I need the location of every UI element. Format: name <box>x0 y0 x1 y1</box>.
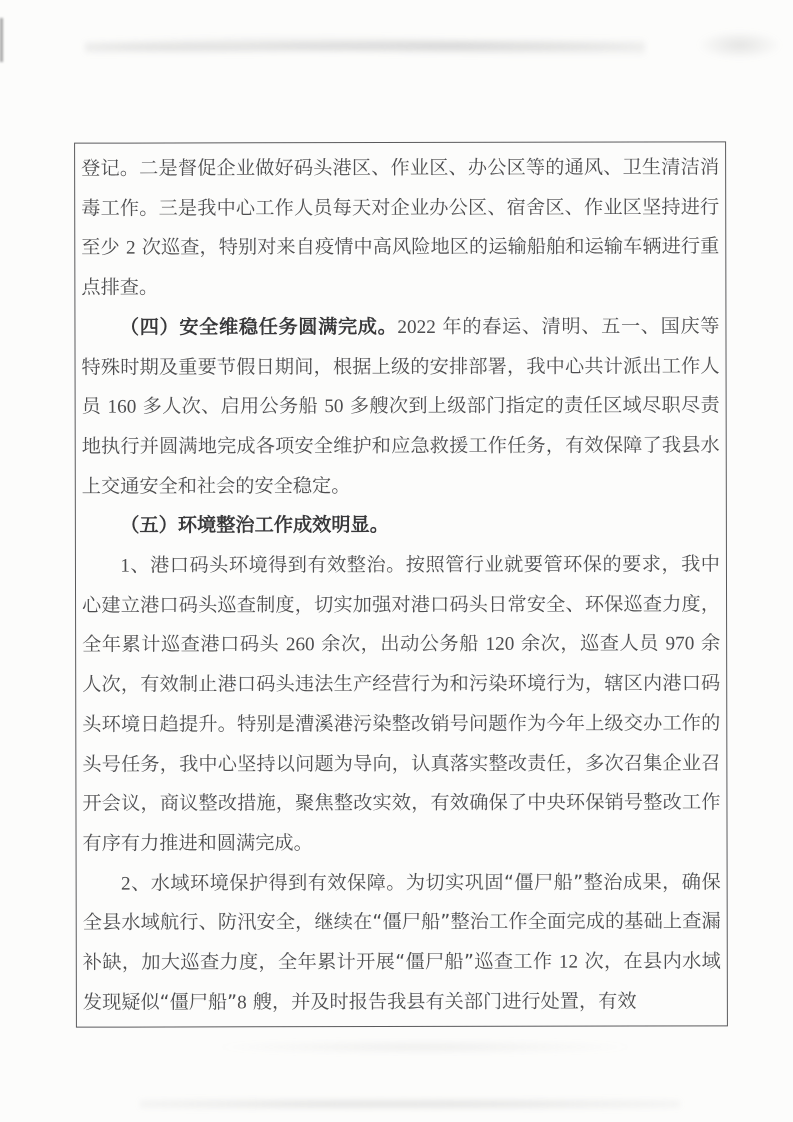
paragraph <box>82 505 720 546</box>
scan-smudge-top <box>85 32 645 60</box>
paragraph <box>81 306 719 506</box>
text-segment: 1、港口码头环境得到有效整治。按照管行业就要管环保的要求，我中心建立港口码头巡查制度，切实加强对港口码头日常安全、环保巡查力度，全年累计巡查港口码头 260 余次，出动公务船 120 余次，巡查人员 970 余人次，有效制止港口码头违法生产经营行为和污染环境行为，辖区内港口码头环境日趋提升。特别是漕溪港污染整改销号问题作为今年上级交办工作的头号任务，我中心坚持以问题为导向，认真落实整改责任，多次召集企业召开会议，商议整改措施，聚焦整改实效，有效确保了中央环保销号整改工作有序有力推进和圆满完成。 <box>82 552 721 855</box>
document-body <box>81 147 721 1022</box>
paragraph <box>82 544 721 863</box>
paragraph <box>81 147 719 307</box>
text-segment: 2、水域环境保护得到有效保障。为切实巩固“僵尸船”整治成果，确保全县水域航行、防汛安全，继续在“僵尸船”整治工作全面完成的基础上查漏补缺，加大巡查力度，全年累计开展“僵尸船”巡查工作 12 次，在县内水域发现疑似“僵尸船”8 艘，并及时报告我县有关部门进行处置，有效 <box>82 869 721 1014</box>
scan-smudge-top-right <box>690 28 780 62</box>
document-table-cell <box>74 141 728 1027</box>
section-heading-segment: （五）环境整治工作成效明显。 <box>120 513 389 537</box>
text-segment: 登记。二是督促企业做好码头港区、作业区、办公区等的通风、卫生清洁消毒工作。三是我中心工作人员每天对企业办公区、宿舍区、作业区坚持进行至少 2 次巡查，特别对来自疫情中高风险地区的运输船舶和运输车辆进行重点排查。 <box>81 155 720 299</box>
section-heading-segment: （四）安全维稳任务圆满完成。 <box>119 314 398 339</box>
scan-edge-artifact <box>0 18 3 62</box>
scan-smudge-bottom-1 <box>210 1040 640 1054</box>
text-segment: 2022 年的春运、清明、五一、国庆等特殊时期及重要节假日期间，根据上级的安排部署，我中心共计派出工作人员 160 多人次、启用公务船 50 多艘次到上级部门指定的责任区域尽职尽责地执行并圆满地完成各项安全维护和应急救援工作任务，有效保障了我县水上交通安全和社会的安全稳定。 <box>81 314 720 498</box>
paragraph <box>83 862 721 1022</box>
scan-smudge-bottom-2 <box>140 1096 680 1112</box>
